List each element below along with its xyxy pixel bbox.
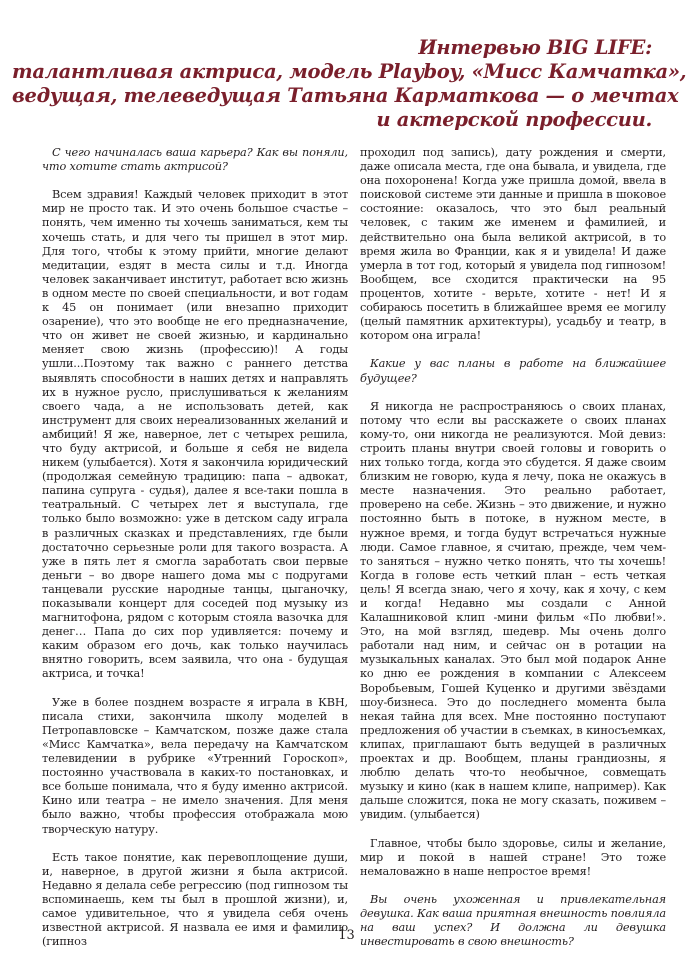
interview-answer-continuation: проходил под запись), дату рождения и смерти, даже описала места, где она бывала, и увидела, где она похоронена! Когда уже пришла домой, ввела в поисковой системе эти данные и пришла в шоковое состояние: оказалось, что это был реальный человек, с таким же именем и фамилией, и действительно она была великой актрисой, в то время жила во Франции, как я и увидела! И даже умерла в тот год, который я увидела под гипнозом! Вообщем, все сходится практически на 95 процентов, хотите - верьте, хотите - нет! И я собираюсь посетить в ближайшее время ее могилу (целый памятник архитектуры), усадьбу и театр, в котором она играла! <box>360 146 666 343</box>
title-line-4: и актерской профессии. <box>376 108 652 131</box>
interview-answer: Я никогда не распространяюсь о своих планах, потому что если вы расскажете о своих планах кому-то, они никогда не реализуются. Мой девиз: строить планы внутри своей головы и говорить о них только тогда, когда это сбудется. Я даже своим близким не говорю, куда я лечу, пока не окажусь в месте назначения. Это реально работает, проверено на себе. Жизнь – это движение, и нужно постоянно быть в потоке, в нужном месте, в нужное время, и тогда будут встречаться нужные люди. Самое главное, я считаю, прежде, чем чем-то заняться – нужно четко понять, что ты хочешь! Когда в голове есть четкий план – есть четкая цель! Я всегда знаю, чего я хочу, как я хочу, с кем и когда! Недавно мы создали с Анной Калашниковой клип -мини фильм «По любви!». Это, на мой взгляд, шедевр. Мы очень долго работали над ним, и сейчас он в ротации на музыкальных каналах. Это был мой подарок Анне ко дню ее рождения в компании с Алексеем Воробьевым, Гошей Куценко и другими звёздами шоу-бизнеса. Это до последнего момента была некая тайна для всех. Мне постоянно поступают предложения об участии в съемках, в киносъемках, клипах, приглашают быть ведущей в различных проектах и др. Вообщем, планы грандиозны, я люблю делать что-то необычное, совмещать музыку и кино (как в нашем клипе, например). Как дальше сложится, пока не могу сказать, поживем – увидим. (улыбается) <box>360 399 666 822</box>
title-line-1: Интервью BIG LIFE: <box>418 36 652 59</box>
interview-question: Вы очень ухоженная и привлекательная девушка. Как ваша приятная внешность повлияла на ваш успех? И должна ли девушка инвестировать в свою внешность? <box>360 892 666 949</box>
interview-answer: Есть такое понятие, как перевоплощение души, и, наверное, в другой жизни я была актрисой. Недавно я делала себе регрессию (под гипнозом ты вспоминаешь, кем ты был в прошлой жизни), и, самое удивительное, что я увидела себя очень известной актрисой. Я назвала ее имя и фамилию (гипноз <box>42 850 348 949</box>
interview-question: С чего начиналась ваша карьера? Как вы поняли, что хотите стать актрисой? <box>42 146 348 174</box>
title-line-2: талантливая актриса, модель Playboy, «Мисс Камчатка», <box>12 60 687 83</box>
interview-answer: Уже в более позднем возрасте я играла в КВН, писала стихи, закончила школу моделей в Петропавловске – Камчатском, позже даже стала «Мисс Камчатка», вела передачу на Камчатском телевидении в рубрике «Утренний Гороскоп», постоянно участвовала в каких-то постановках, и все больше понимала, что я буду именно актрисой. Кино или театра – не имело значения. Для меня было важно, чтобы профессия отображала мою творческую натуру. <box>42 695 348 836</box>
interview-answer: Всем здравия! Каждый человек приходит в этот мир не просто так. И это очень большое счастье – понять, чем именно ты хочешь заниматься, кем ты хочешь стать, и для чего ты пришел в этот мир. Для того, чтобы к этому прийти, многие делают медитации, ездят в места силы и т.д. Иногда человек заканчивает институт, работает всю жизнь в одном месте по своей специальности, и вот годам к 45 он понимает (или внезапно приходит озарение), что это вообще не его предназначение, что он живет не своей жизнью, и кардинально меняет свою жизнь (профессию)! А годы ушли...Поэтому так важно с раннего детства выявлять способности в наших детях и направлять их в нужное русло, прислушиваться к желаниям своего чада, а не использовать детей, как инструмент для своих нереализованных желаний и амбиций! Я же, наверное, лет с четырех решила, что буду актрисой, и больше я себя не видела никем (улыбается). Хотя я закончила юридический (продолжая семейную традицию: папа – адвокат, папина супруга - судья), далее я все-таки пошла в театральный. С четырех лет я выступала, где только было возможно: уже в детском саду играла в различных сказках и представлениях, где были достаточно серьезные роли для такого возраста. А уже в пять лет я смогла заработать свои первые деньги – во дворе нашего дома мы с подругами танцевали русские народные танцы, цыганочку, показывали концерт для соседей под музыку из магнитофона, рядом с которым стояла вазочка для денег… Папа до сих пор удивляется: почему и каким образом его дочь, как только научилась внятно говорить, всем заявила, что она - будущая актриса, и точка! <box>42 188 348 681</box>
article-title <box>12 36 687 132</box>
page-number: 13 <box>338 928 355 943</box>
interview-question: Какие у вас планы в работе на ближайшее будущее? <box>360 357 666 385</box>
right-column <box>360 146 666 963</box>
interview-answer: Главное, чтобы было здоровье, силы и желание, мир и покой в нашей стране! Это тоже немаловажно в наше непростое время! <box>360 836 666 878</box>
left-column <box>42 146 348 963</box>
title-line-3: ведущая, телеведущая Татьяна Карматкова — о мечтах <box>12 84 679 107</box>
